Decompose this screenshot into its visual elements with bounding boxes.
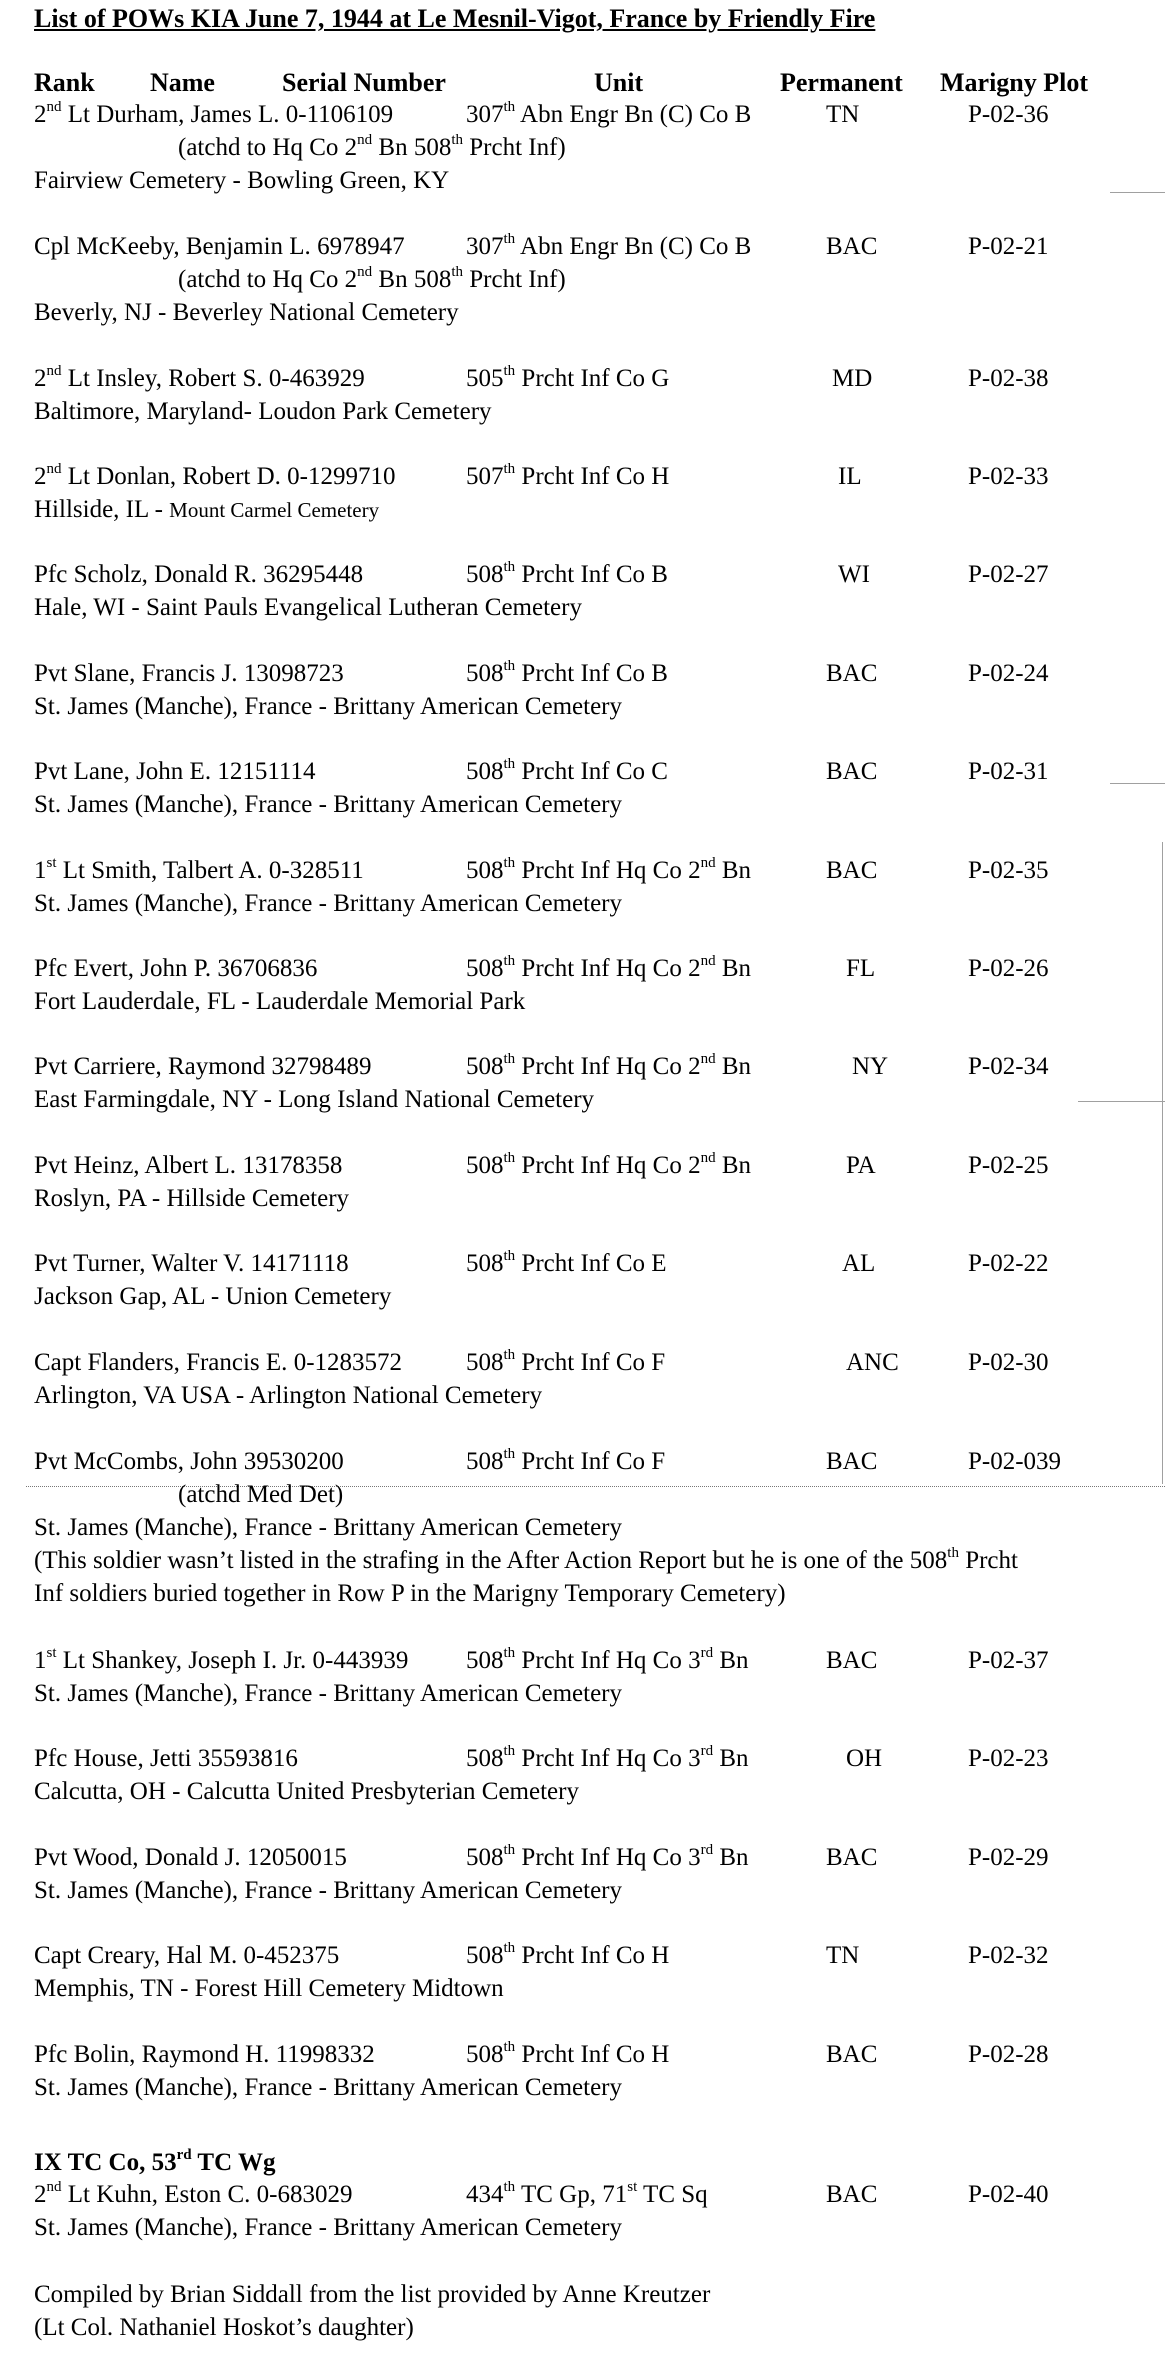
rank-name-serial [34,757,315,787]
burial-location: Fort Lauderdale, FL - Lauderdale Memorial Park [34,988,526,1015]
permanent-location: PA [846,1152,876,1179]
unit: 307th Abn Engr Bn (C) Co B [466,230,752,260]
rank-name-serial [34,954,317,984]
serial-number: 6978947 [317,233,405,260]
attached-unit: (atchd Med Det) [178,1481,344,1508]
unit: 508th Prcht Inf Hq Co 2nd Bn [466,1050,752,1080]
burial-location: Baltimore, Maryland- Loudon Park Cemetery [34,398,492,425]
rank: Pvt [34,1844,68,1871]
rank: Pvt [34,1250,68,1277]
rank: 1st Lt [34,1644,85,1674]
burial-location: St. James (Manche), France - Brittany American Cemetery [34,2214,623,2241]
rank-name-serial [34,2180,352,2210]
burial-location: Roslyn, PA - Hillside Cemetery [34,1185,350,1212]
soldier-name: McKeeby, Benjamin L. [76,233,311,260]
marigny-plot: P-02-34 [968,1053,1049,1080]
soldier-name: Slane, Francis J. [73,660,238,687]
rank-name-serial [34,1447,344,1477]
soldier-name: Kuhn, Eston C. [96,2181,251,2208]
burial-location: St. James (Manche), France - Brittany American Cemetery [34,693,623,720]
serial-number: 36295448 [263,561,364,588]
permanent-location: BAC [826,1844,878,1871]
record-note: Inf soldiers buried together in Row P in the Marigny Temporary Cemetery) [34,1580,786,1607]
rank: Pvt [34,1152,68,1179]
rank: Cpl [34,233,71,260]
marigny-plot: P-02-37 [968,1647,1049,1674]
permanent-location: ANC [846,1349,899,1376]
serial-number: 0-463929 [268,365,365,392]
burial-location: Beverly, NJ - Beverley National Cemetery [34,299,459,326]
marigny-plot: P-02-26 [968,955,1049,982]
unit: 508th Prcht Inf Co B [466,558,668,588]
soldier-name: Flanders, Francis E. [87,1349,288,1376]
marigny-plot: P-02-28 [968,2041,1049,2068]
rank-name-serial [34,1052,371,1082]
soldier-name: Durham, James L. [96,101,280,128]
rank: Pvt [34,758,68,785]
unit: 508th Prcht Inf Co E [466,1247,667,1277]
rank: Capt [34,1349,82,1376]
unit: 505th Prcht Inf Co G [466,362,670,392]
burial-location: East Farmingdale, NY - Long Island National Cemetery [34,1086,595,1113]
attached-unit: (atchd to Hq Co 2nd Bn 508th Prcht Inf) [178,131,566,161]
serial-number: 0-443939 [312,1647,409,1674]
serial-number: 35593816 [197,1745,298,1772]
unit: 507th Prcht Inf Co H [466,460,670,490]
rank-name-serial [34,1744,298,1774]
serial-number: 0-1283572 [293,1349,403,1376]
rank-name-serial [34,2040,375,2070]
rank-name-serial [34,1843,347,1873]
permanent-location: TN [826,101,860,128]
permanent-location: TN [826,1942,860,1969]
serial-number: 0-452375 [243,1942,340,1969]
rank-name-serial [34,1151,342,1181]
permanent-location: WI [838,561,870,588]
permanent-location: BAC [826,1647,878,1674]
soldier-name: Donlan, Robert D. [96,463,281,490]
rank: 2nd Lt [34,362,90,392]
rank: 2nd Lt [34,98,90,128]
rank-name-serial [34,560,363,590]
rank: 1st Lt [34,854,85,884]
rank: Capt [34,1942,82,1969]
marigny-plot: P-02-35 [968,857,1049,884]
compiled-by-line-2: (Lt Col. Nathaniel Hoskot’s daughter) [34,2314,414,2341]
compiled-by-line: Compiled by Brian Siddall from the list provided by Anne Kreutzer [34,2281,711,2308]
rank: Pvt [34,660,68,687]
soldier-name: Insley, Robert S. [96,365,263,392]
permanent-location: BAC [826,660,878,687]
rank: Pfc [34,955,68,982]
rank-name-serial [34,1348,402,1378]
soldier-name: Lane, John E. [73,758,212,785]
burial-location: St. James (Manche), France - Brittany American Cemetery [34,2074,623,2101]
soldier-name: McCombs, John [73,1448,238,1475]
unit: 434th TC Gp, 71st TC Sq [466,2178,708,2208]
rank: Pvt [34,1053,68,1080]
unit: 508th Prcht Inf Co H [466,2038,670,2068]
marigny-plot: P-02-31 [968,758,1049,785]
marigny-plot: P-02-039 [968,1448,1062,1475]
rank-name-serial [34,856,364,886]
unit: 508th Prcht Inf Co C [466,755,668,785]
marigny-plot: P-02-32 [968,1942,1049,1969]
marigny-plot: P-02-25 [968,1152,1049,1179]
rank-name-serial [34,1249,349,1279]
unit: 508th Prcht Inf Co B [466,657,668,687]
permanent-location: BAC [826,233,878,260]
serial-number: 12050015 [246,1844,347,1871]
rank-name-serial [34,659,344,689]
rank-name-serial [34,1646,408,1676]
rank: Pfc [34,561,68,588]
burial-location: St. James (Manche), France - Brittany American Cemetery [34,890,623,917]
serial-number: 0-1299710 [287,463,396,490]
soldier-name: Shankey, Joseph I. Jr. [91,1647,307,1674]
unit: 508th Prcht Inf Co F [466,1346,666,1376]
marigny-plot: P-02-36 [968,101,1049,128]
soldier-name: Smith, Talbert A. [91,857,263,884]
marigny-plot: P-02-38 [968,365,1049,392]
serial-number: 39530200 [243,1448,344,1475]
marigny-plot: P-02-27 [968,561,1049,588]
soldier-name: Turner, Walter V. [73,1250,245,1277]
attached-unit: (atchd to Hq Co 2nd Bn 508th Prcht Inf) [178,263,566,293]
burial-location: St. James (Manche), France - Brittany American Cemetery [34,1680,623,1707]
serial-number: 14171118 [250,1250,349,1277]
header-unit: Unit [594,68,644,97]
burial-location: Arlington, VA USA - Arlington National Cemetery [34,1382,543,1409]
serial-number: 36706836 [217,955,318,982]
permanent-location: OH [846,1745,883,1772]
permanent-location: BAC [826,758,878,785]
margin-rule [1110,192,1165,193]
unit: 508th Prcht Inf Hq Co 3rd Bn [466,1644,749,1674]
rank-name-serial [34,462,396,492]
rank: 2nd Lt [34,2178,90,2208]
serial-number: 13098723 [243,660,344,687]
marigny-plot: P-02-22 [968,1250,1049,1277]
soldier-name: Heinz, Albert L. [73,1152,237,1179]
unit: 307th Abn Engr Bn (C) Co B [466,98,752,128]
unit: 508th Prcht Inf Hq Co 2nd Bn [466,1149,752,1179]
header-serial-number: Serial Number [282,68,446,97]
rank: 2nd Lt [34,460,90,490]
margin-rule [1078,1101,1165,1102]
rank-name-serial [34,1941,339,1971]
soldier-name: Bolin, Raymond H. [73,2041,270,2068]
permanent-location: MD [832,365,873,392]
rank-name-serial [34,364,365,394]
rank-name-serial [34,232,405,262]
document-title: List of POWs KIA June 7, 1944 at Le Mesnil-Vigot, France by Friendly Fire [34,4,876,33]
marigny-plot: P-02-33 [968,463,1049,490]
serial-number: 13178358 [242,1152,343,1179]
burial-location: Memphis, TN - Forest Hill Cemetery Midtown [34,1975,504,2002]
soldier-name: Wood, Donald J. [73,1844,241,1871]
section-heading: IX TC Co, 53rd TC Wg [34,2146,276,2176]
serial-number: 0-1106109 [285,101,394,128]
permanent-location: BAC [826,1448,878,1475]
serial-number: 0-328511 [268,857,364,884]
permanent-location: BAC [826,857,878,884]
unit: 508th Prcht Inf Hq Co 2nd Bn [466,952,752,982]
soldier-name: Carriere, Raymond [73,1053,266,1080]
rank: Pvt [34,1448,68,1475]
burial-location: St. James (Manche), France - Brittany American Cemetery [34,791,623,818]
burial-location: Hillside, IL - Mount Carmel Cemetery [34,496,380,523]
permanent-location: NY [852,1053,889,1080]
unit: 508th Prcht Inf Co H [466,1939,670,1969]
burial-location: Hale, WI - Saint Pauls Evangelical Lutheran Cemetery [34,594,582,621]
burial-location: St. James (Manche), France - Brittany American Cemetery [34,1514,623,1541]
header-name: Name [150,68,215,97]
permanent-location: IL [838,463,862,490]
burial-location: Fairview Cemetery - Bowling Green, KY [34,167,450,194]
permanent-location: AL [842,1250,876,1277]
serial-number: 11998332 [275,2041,375,2068]
marigny-plot: P-02-30 [968,1349,1049,1376]
rank: Pfc [34,1745,68,1772]
soldier-name: Evert, John P. [73,955,212,982]
burial-location: Calcutta, OH - Calcutta United Presbyterian Cemetery [34,1778,579,1805]
marigny-plot: P-02-40 [968,2181,1049,2208]
rank: Pfc [34,2041,68,2068]
header-permanent: Permanent [780,68,903,97]
margin-rule [1110,783,1165,784]
header-rank: Rank [34,68,95,97]
serial-number: 32798489 [271,1053,372,1080]
marigny-plot: P-02-23 [968,1745,1049,1772]
unit: 508th Prcht Inf Hq Co 2nd Bn [466,854,752,884]
serial-number: 12151114 [217,758,316,785]
marigny-plot: P-02-29 [968,1844,1049,1871]
soldier-name: Creary, Hal M. [87,1942,238,1969]
marigny-plot: P-02-24 [968,660,1049,687]
permanent-location: BAC [826,2041,878,2068]
unit: 508th Prcht Inf Hq Co 3rd Bn [466,1742,749,1772]
record-note: (This soldier wasn’t listed in the strafing in the After Action Report but he is one of the 508th Prcht [34,1544,1018,1574]
header-marigny-plot: Marigny Plot [940,68,1089,97]
permanent-location: BAC [826,2181,878,2208]
unit: 508th Prcht Inf Hq Co 3rd Bn [466,1841,749,1871]
burial-location: Jackson Gap, AL - Union Cemetery [34,1283,392,1310]
permanent-location: FL [846,955,876,982]
burial-location: St. James (Manche), France - Brittany American Cemetery [34,1877,623,1904]
soldier-name: House, Jetti [73,1745,192,1772]
unit: 508th Prcht Inf Co F [466,1445,666,1475]
marigny-plot: P-02-21 [968,233,1049,260]
rank-name-serial [34,100,393,130]
soldier-name: Scholz, Donald R. [73,561,257,588]
margin-vertical-rule [1162,842,1163,1484]
serial-number: 0-683029 [256,2181,353,2208]
